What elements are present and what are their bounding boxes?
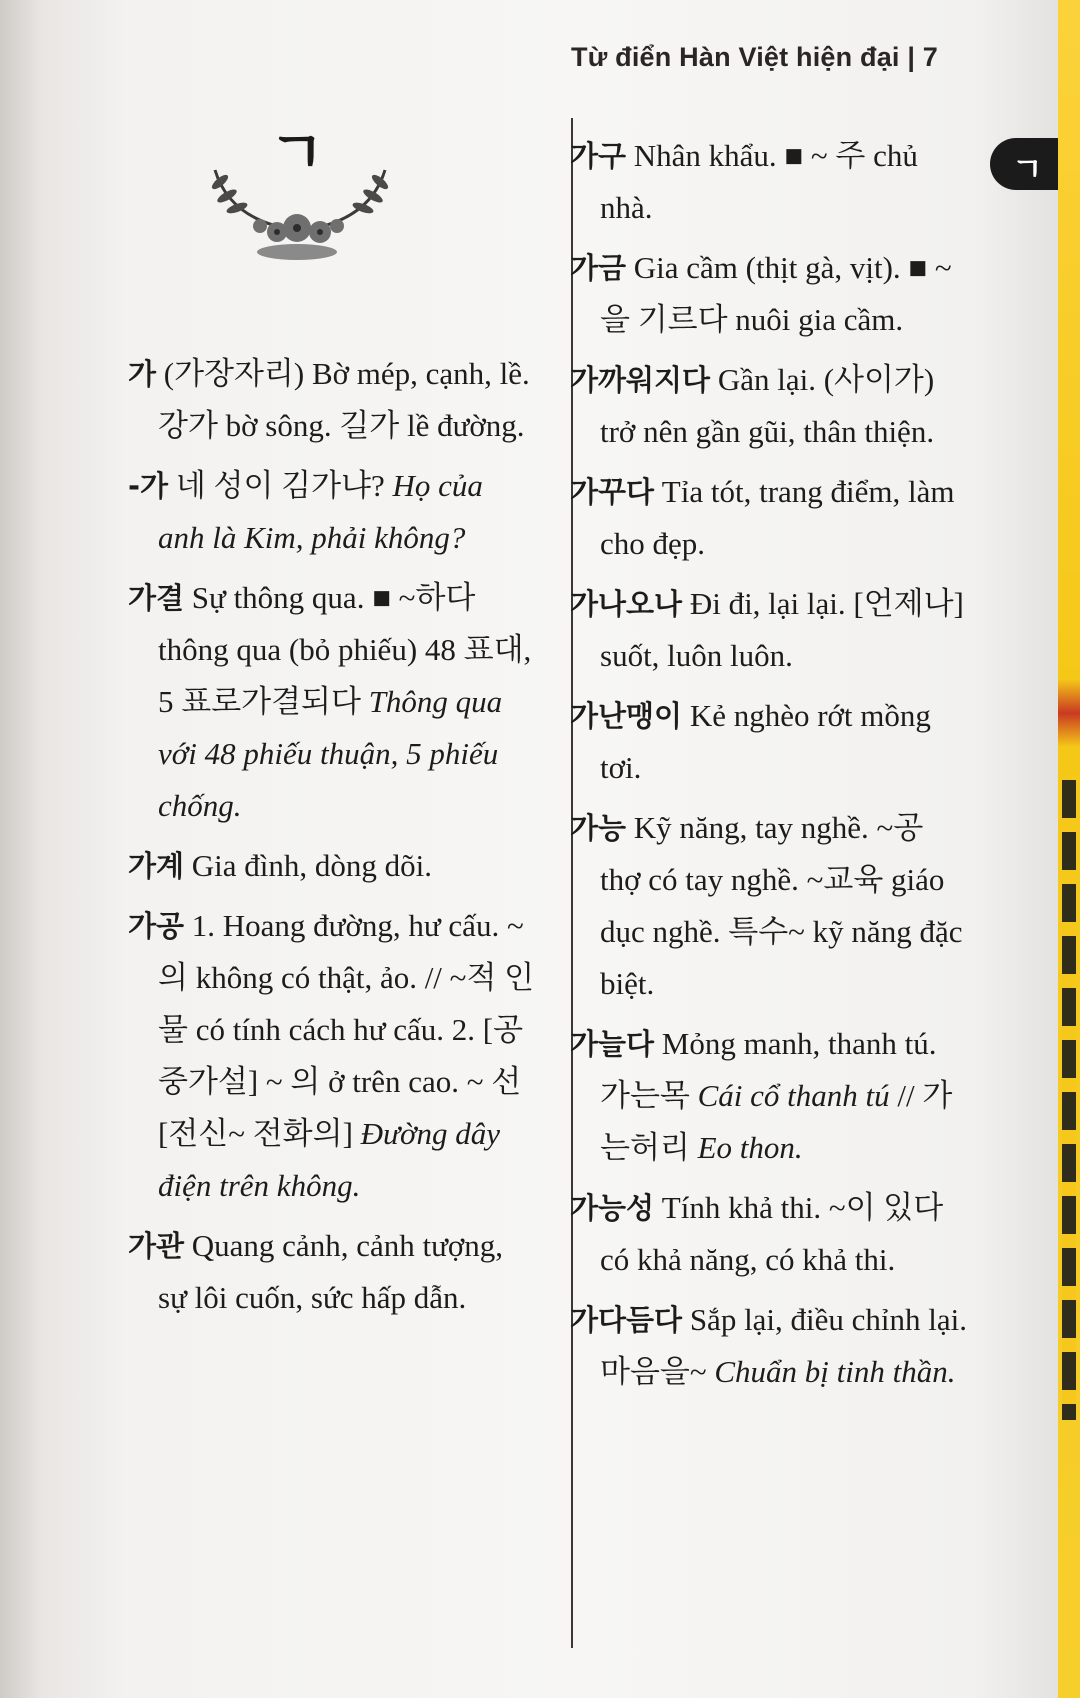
laurel-ornament-icon <box>185 120 435 290</box>
headword: 가나오나 <box>570 587 683 621</box>
headword: 가까워지다 <box>570 363 711 397</box>
entry <box>570 242 970 346</box>
entry <box>128 900 536 1212</box>
definition: // 가는허리 <box>600 1078 953 1165</box>
entry <box>128 348 536 452</box>
headword: 가능성 <box>570 1191 655 1225</box>
headword: 가금 <box>570 251 627 285</box>
definition: Gia đình, dòng dõi. <box>191 848 433 883</box>
definition: Gia cầm (thịt gà, vịt). ■ ~을 기르다 nuôi gia cầm. <box>600 250 952 337</box>
definition: 1. Hoang đường, hư cấu. ~ 의 không có thật, ảo. // ~적 인물 có tính cách hư cấu. 2. [공중가설] ~ 의 ở trên cao. ~ 선[전신~ 전화의] <box>158 908 535 1151</box>
example-translation: Họ của anh là Kim, phải không? <box>158 468 483 555</box>
left-column <box>128 348 536 1332</box>
definition: Gần lại. (사이가) trở nên gần gũi, thân thiện. <box>600 362 935 449</box>
entry <box>570 130 970 234</box>
definition: 네 성이 김가냐? <box>175 468 385 503</box>
thumb-index-tab[interactable] <box>990 138 1058 190</box>
entry <box>128 1220 536 1324</box>
headword: 가늘다 <box>570 1027 655 1061</box>
headword: 가공 <box>128 909 185 943</box>
definition: Tỉa tót, trang điểm, làm cho đẹp. <box>600 474 955 561</box>
definition: Kẻ nghèo rớt mồng tơi. <box>600 698 931 785</box>
example-translation: Cái cổ thanh tú <box>697 1078 890 1113</box>
entry <box>570 1182 970 1286</box>
headword: 가꾸다 <box>570 475 655 509</box>
headword: 가구 <box>570 139 627 173</box>
headword: 가관 <box>128 1229 185 1263</box>
example-translation: Thông qua với 48 phiếu thuận, 5 phiếu chống. <box>158 684 503 823</box>
example-translation: Chuẩn bị tinh thần. <box>714 1354 956 1389</box>
definition: Quang cảnh, cảnh tượng, sự lôi cuốn, sức hấp dẫn. <box>158 1228 504 1315</box>
right-column <box>570 130 970 1406</box>
tab-letter: ㄱ <box>1012 150 1043 188</box>
adjacent-book-edge <box>1058 0 1080 1698</box>
headword: -가 <box>128 469 169 503</box>
entry <box>570 354 970 458</box>
definition: Sắp lại, điều chỉnh lại. 마음을~ <box>600 1302 968 1389</box>
headword: 가계 <box>128 849 185 883</box>
entry <box>570 690 970 794</box>
headword: 가결 <box>128 581 185 615</box>
headword: 가 <box>128 357 157 391</box>
headword: 가난맹이 <box>570 699 683 733</box>
definition: Tính khả thi. ~이 있다 có khả năng, có khả thi. <box>600 1190 944 1277</box>
running-header: Từ điển Hàn Việt hiện đại | 7 <box>571 42 938 72</box>
example-translation: Đường dây điện trên không. <box>158 1116 501 1203</box>
definition: (가장자리) Bờ mép, cạnh, lề. 강가 bờ sông. 길가 lề đường. <box>158 356 530 443</box>
definition: Sự thông qua. ■ ~하다 thông qua (bỏ phiếu) 48 표대, 5 표로가결되다 <box>158 580 532 719</box>
headword: 가능 <box>570 811 627 845</box>
definition: Nhân khẩu. ■ ~ 주 chủ nhà. <box>600 138 918 225</box>
entry <box>128 460 536 564</box>
entry <box>570 1294 970 1398</box>
definition: Đi đi, lại lại. [언제나] suốt, luôn luôn. <box>600 586 964 673</box>
entry <box>570 1018 970 1174</box>
entry <box>570 802 970 1010</box>
entry <box>128 840 536 892</box>
definition: Kỹ năng, tay nghề. ~공 thợ có tay nghề. ~교육 giáo dục nghề. 특수~ kỹ năng đặc biệt. <box>600 810 963 1001</box>
section-letter: ㄱ <box>268 120 326 186</box>
entry <box>128 572 536 832</box>
headword: 가다듬다 <box>570 1303 683 1337</box>
example-translation: Eo thon. <box>697 1130 803 1165</box>
entry <box>570 578 970 682</box>
entry <box>570 466 970 570</box>
definition: Mỏng manh, thanh tú. 가는목 <box>600 1026 937 1113</box>
